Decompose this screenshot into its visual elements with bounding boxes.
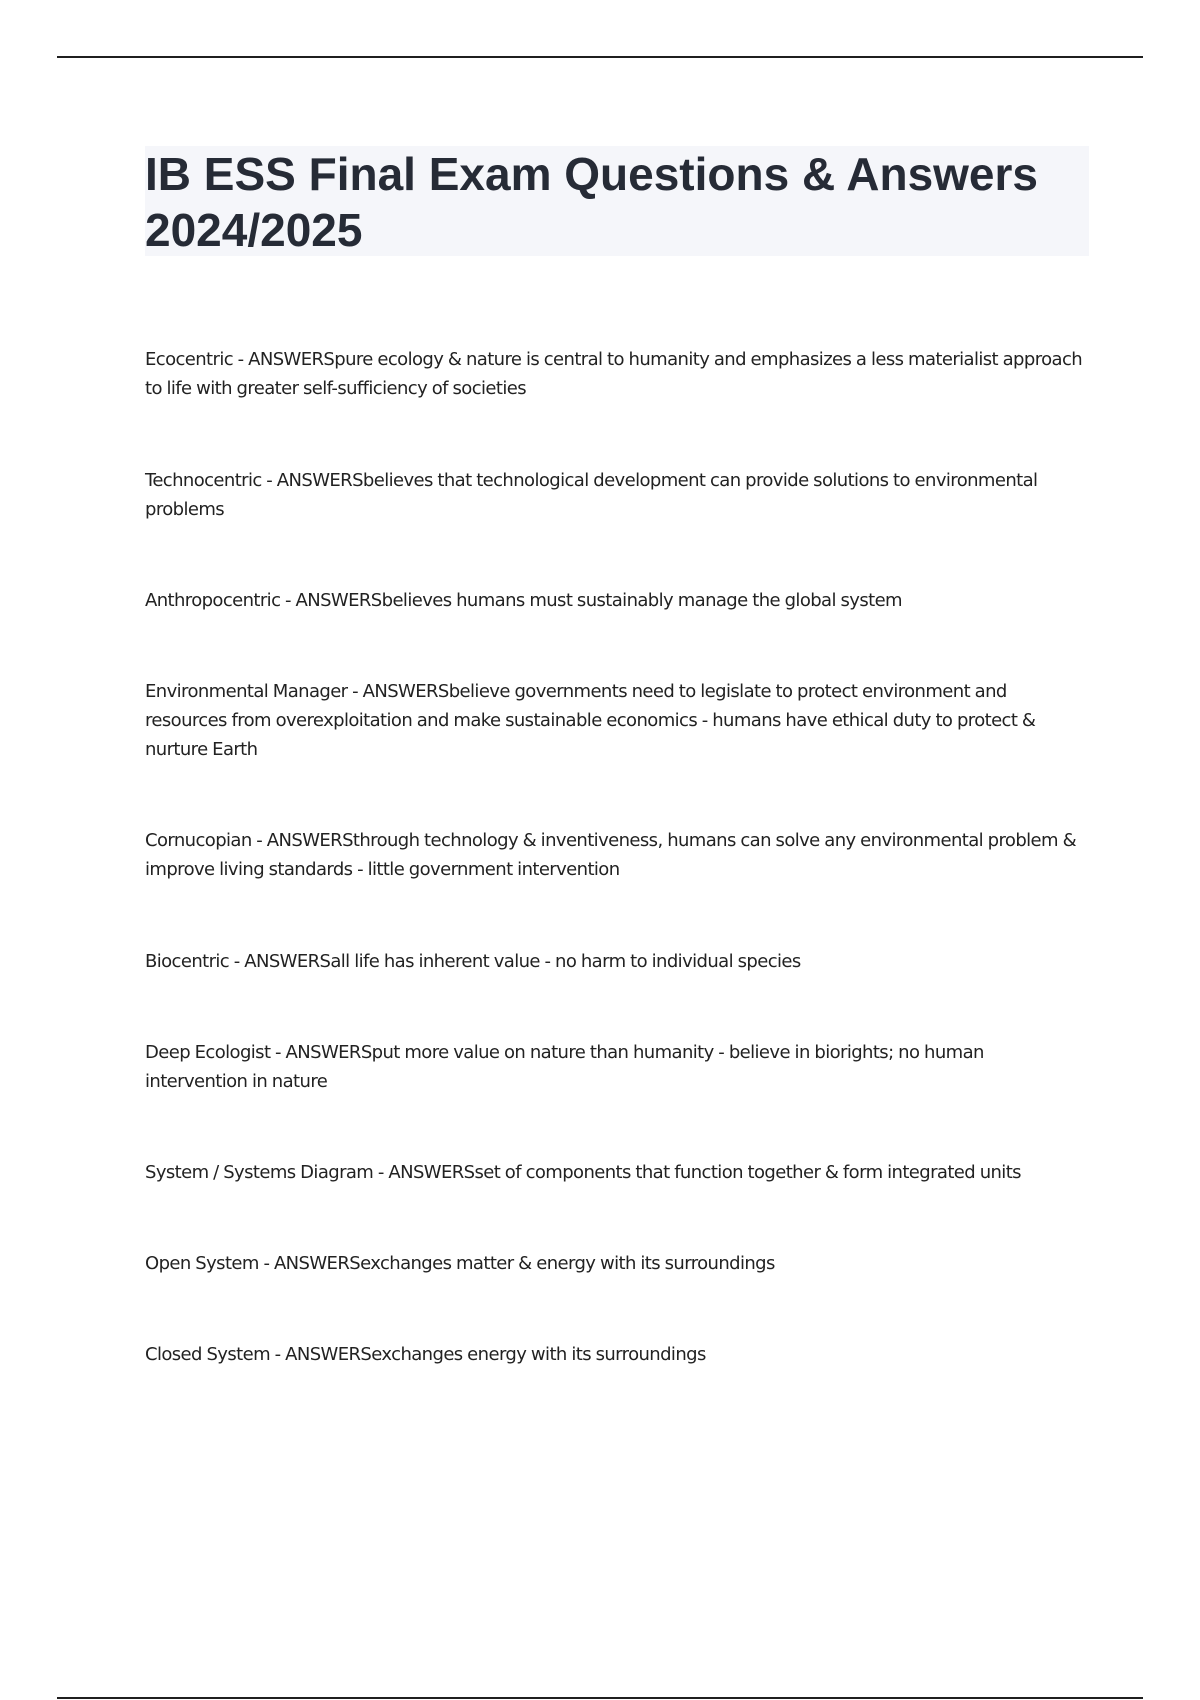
title-line-2: 2024/2025 xyxy=(145,204,363,256)
qa-entry-biocentric: Biocentric - ANSWERSall life has inherent value - no harm to individual species xyxy=(145,951,801,972)
qa-entry-technocentric: Technocentric - ANSWERSbelieves that technological development can provide solutions to environmental problems xyxy=(145,470,1038,520)
title-line-1: IB ESS Final Exam Questions & Answers xyxy=(145,148,1039,200)
qa-entry-anthropocentric: Anthropocentric - ANSWERSbelieves humans must sustainably manage the global system xyxy=(145,590,902,611)
qa-entry-deep-ecologist: Deep Ecologist - ANSWERSput more value on nature than humanity - believe in biorights; no human intervention in nature xyxy=(145,1042,984,1092)
qa-entry-open-system: Open System - ANSWERSexchanges matter & energy with its surroundings xyxy=(145,1253,775,1274)
title-block xyxy=(145,146,1089,256)
document-title xyxy=(145,146,1089,258)
bottom-divider xyxy=(57,1697,1143,1699)
qa-entry-ecocentric: Ecocentric - ANSWERSpure ecology & nature is central to humanity and emphasizes a less materialist approach to life with greater self-sufficiency of societies xyxy=(145,349,1083,399)
qa-entry-system-diagram: System / Systems Diagram - ANSWERSset of components that function together & form integrated units xyxy=(145,1162,1021,1183)
qa-entry-cornucopian: Cornucopian - ANSWERSthrough technology & inventiveness, humans can solve any environmental problem & improve living standards - little government intervention xyxy=(145,830,1077,880)
qa-entry-closed-system: Closed System - ANSWERSexchanges energy with its surroundings xyxy=(145,1344,706,1365)
qa-entry-environmental-manager: Environmental Manager - ANSWERSbelieve governments need to legislate to protect environment and resources from overexploitation and make sustainable economics - humans have ethical duty to protect & nurture Earth xyxy=(145,681,1036,760)
top-divider xyxy=(57,56,1143,58)
